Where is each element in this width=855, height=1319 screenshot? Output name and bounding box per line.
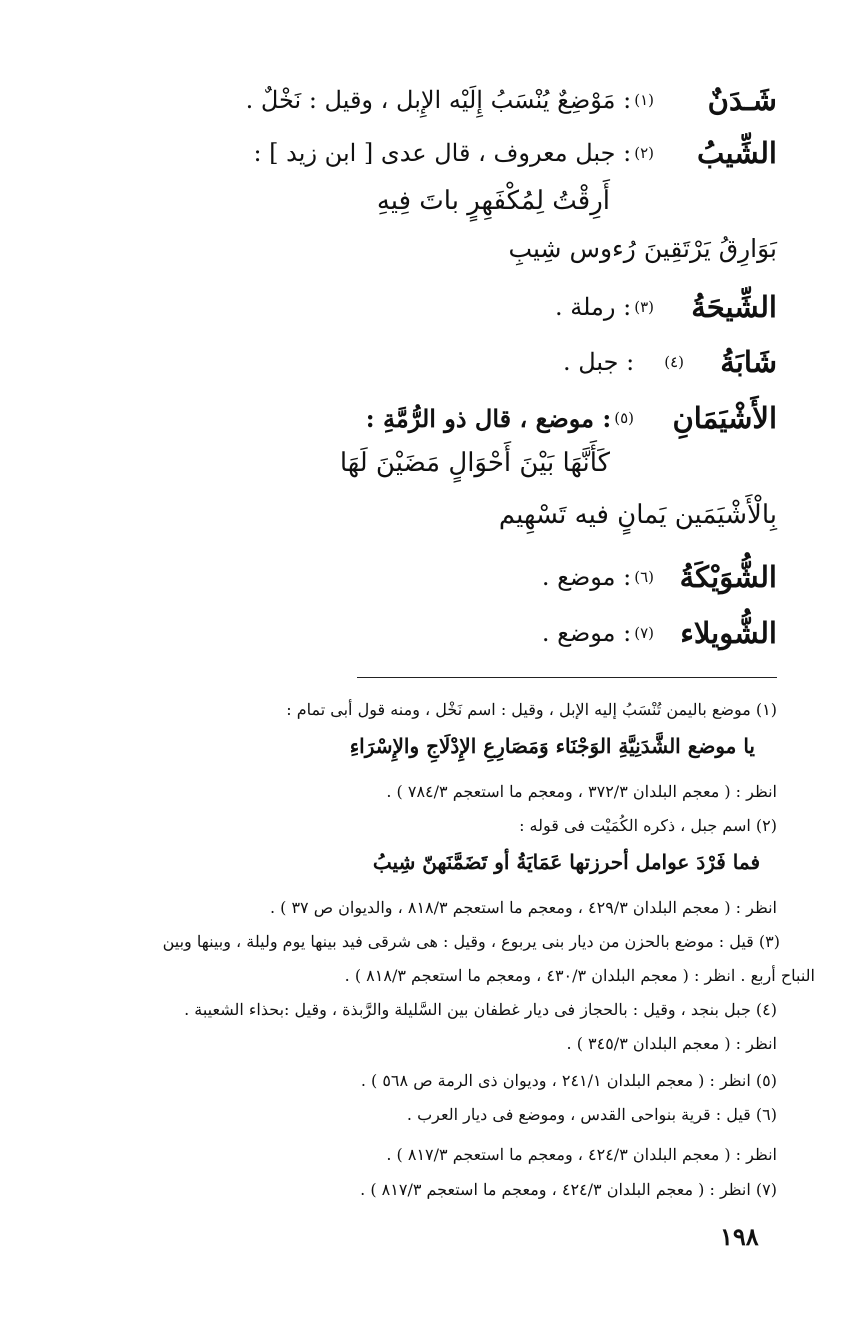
headword: شَابَةُ (720, 345, 777, 379)
footnote-4: (٤) جبل بنجد ، وقيل : بالحجاز فى ديار غطفان بين السَّليلة والرَّبذة ، وقيل :بحذاء الشعيبة . (184, 1000, 777, 1019)
entry-shaba (563, 337, 777, 387)
footnote-ref: (٧) (634, 624, 654, 642)
headword: الشُّوَيْكَةُ (679, 560, 777, 594)
verse-line: كَأَنَّهَا بَيْنَ أَحْوَالٍ مَضَيْنَ لَهَا (339, 448, 610, 478)
entry-alshiha (555, 282, 777, 332)
footnote-ref: (١) (634, 91, 654, 109)
footnote-ref: (٥) (614, 409, 634, 427)
entry-alashyaman (366, 393, 777, 443)
entry-shadan (246, 75, 777, 125)
verse-line: بِالْأَشْيَمَين يَمانٍ فيه تَسْهِيم (498, 500, 777, 530)
headword: الشُّويلاء (680, 616, 777, 650)
footnote-2: (٢) اسم جبل ، ذكره الكُمَيْت فى قوله : (519, 816, 777, 835)
footnote-5: (٥) انظر : ( معجم البلدان ٢٤١/١ ، وديوان ذى الرمة ص ٥٦٨ ) . (360, 1071, 777, 1090)
headword: الشِّيحَةُ (691, 290, 777, 324)
footnote-7: (٧) انظر : ( معجم البلدان ٤٢٤/٣ ، ومعجم ما استعجم ٨١٧/٣ ) . (360, 1180, 777, 1199)
headword: شَـدَنٌ (707, 83, 777, 117)
footnote-ref: (٣) (634, 298, 654, 316)
entry-text: : جبل معروف ، قال عدى [ ابن زيد ] : (253, 139, 632, 167)
footnote-3: (٣) قيل : موضع بالحزن من ديار بنى يربوع ، وقيل : هى شرقى فيد بينها يوم وليلة ، وبينها وبين (162, 932, 780, 951)
headword: الأَشْيَمَانِ (672, 401, 777, 435)
footnote-ref: (٢) (634, 144, 654, 162)
footnote-1-ref: انظر : ( معجم البلدان ٣٧٢/٣ ، ومعجم ما استعجم ٧٨٤/٣ ) . (386, 782, 777, 801)
verse-line: أَرِقْتُ لِمُكْفَهِرٍ باتَ فِيهِ (376, 186, 610, 216)
entry-alshuwaylaa (542, 608, 777, 658)
entry-text: : رملة . (554, 293, 632, 321)
entry-text: : جبل . (562, 348, 635, 376)
entry-alshuwayka (542, 552, 777, 602)
footnote-ref: (٤) (664, 353, 684, 371)
headword: الشِّيبُ (697, 136, 777, 170)
verse-line: بَوَارِقُ يَرْتَقِينَ رُءوس شِيبِ (508, 234, 777, 263)
footnote-verse: فما فَرْدَ عوامل أحرزتها عَمَايَةُ أو تَضَمَّنَهنّ شِيبُ (372, 850, 760, 874)
entry-alshib (253, 128, 777, 178)
footnote-1: (١) موضع باليمن تُنْسَبُ إليه الإبل ، وقيل : اسم نَخْل ، ومنه قول أبى تمام : (286, 700, 777, 719)
entry-text: : موضع ، قال ذو الرُّمَّةِ : (365, 403, 612, 433)
entry-text: : موضع . (541, 563, 632, 591)
entry-text: : مَوْضِعٌ يُنْسَبُ إِلَيْه الإِبل ، وقيل : نَخْلٌ . (245, 86, 632, 114)
entry-text: : موضع . (541, 619, 632, 647)
footnote-6: (٦) قيل : قرية بنواحى القدس ، وموضع فى ديار العرب . (406, 1105, 777, 1124)
footnote-verse: يا موضع الشَّدَنِيَّةِ الوَجْنَاء وَمَصَارِعِ الإِدْلَاجِ والإِسْرَاءِ (349, 734, 755, 758)
footnote-4-cont: انظر : ( معجم البلدان ٣٤٥/٣ ) . (566, 1034, 777, 1053)
footnote-ref: (٦) (634, 568, 654, 586)
footnote-divider (357, 677, 777, 678)
footnote-3-cont: النباح أربع . انظر : ( معجم البلدان ٤٣٠/٣ ، ومعجم ما استعجم ٨١٨/٣ ) . (344, 966, 815, 985)
page-number: ١٩٨ (720, 1222, 759, 1251)
footnote-6-cont: انظر : ( معجم البلدان ٤٢٤/٣ ، ومعجم ما استعجم ٨١٧/٣ ) . (386, 1145, 777, 1164)
footnote-2-ref: انظر : ( معجم البلدان ٤٢٩/٣ ، ومعجم ما استعجم ٨١٨/٣ ، والديوان ص ٣٧ ) . (269, 898, 777, 917)
